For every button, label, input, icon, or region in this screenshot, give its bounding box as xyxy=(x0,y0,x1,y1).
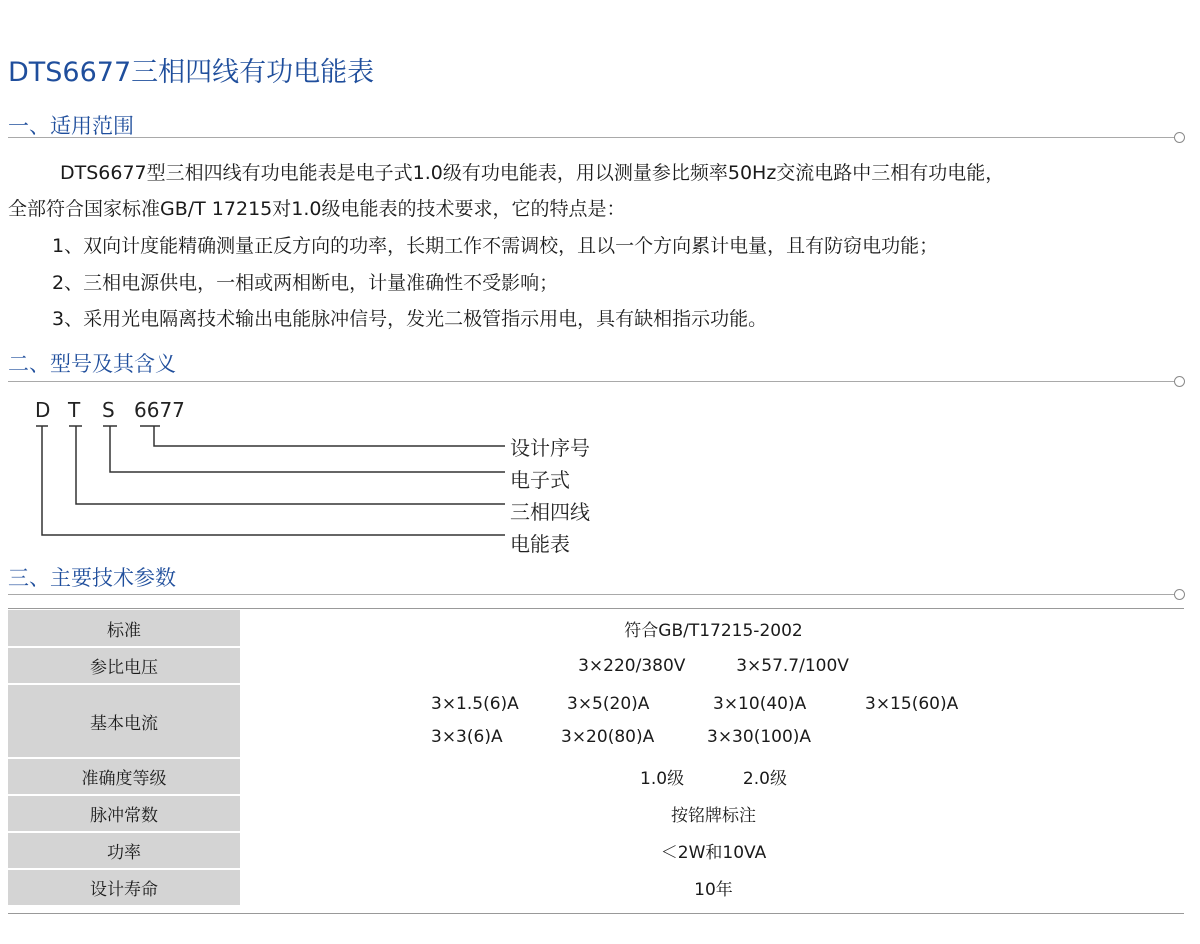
current-value: 3×15(60)A xyxy=(865,694,959,714)
model-letter-s: S xyxy=(102,398,115,422)
feature-item: 2、三相电源供电，一相或两相断电，计量准确性不受影响； xyxy=(52,272,559,294)
spec-value: 10年 xyxy=(242,869,1185,906)
spec-value: 符合GB/T17215-2002 xyxy=(242,610,1185,647)
spec-key: 脉冲常数 xyxy=(8,795,242,832)
spec-key: 参比电压 xyxy=(8,647,242,684)
table-row xyxy=(8,647,1184,684)
spec-key: 标准 xyxy=(8,610,242,647)
intro-line-1: DTS6677型三相四线有功电能表是电子式1.0级有功电能表，用以测量参比频率50Hz交流电路中三相有功电能， xyxy=(60,162,1005,184)
spec-key: 准确度等级 xyxy=(8,758,242,795)
feature-item: 3、采用光电隔离技术输出电能脉冲信号，发光二极管指示用电，具有缺相指示功能。 xyxy=(52,308,768,330)
current-value: 3×10(40)A xyxy=(713,694,807,714)
table-row xyxy=(8,610,1184,647)
voltage-value: 3×220/380V xyxy=(578,655,686,676)
model-letter-t: T xyxy=(68,398,81,422)
table-row xyxy=(8,869,1184,906)
current-value: 3×1.5(6)A xyxy=(431,694,519,714)
feature-item: 1、双向计度能精确测量正反方向的功率，长期工作不需调校，且以一个方向累计电量，且有防窃电功能； xyxy=(52,235,939,257)
table-row xyxy=(8,684,1184,758)
spec-value: ＜2W和10VA xyxy=(242,832,1185,869)
table-row xyxy=(8,832,1184,869)
voltage-value: 3×57.7/100V xyxy=(736,655,849,676)
current-value: 3×30(100)A xyxy=(707,727,812,747)
meaning-electronic: 电子式 xyxy=(510,468,570,492)
section-heading-specs: 三、主要技术参数 xyxy=(8,566,176,590)
table-row xyxy=(8,795,1184,832)
intro-line-2: 全部符合国家标准GB/T 17215对1.0级电能表的技术要求，它的特点是： xyxy=(8,198,626,220)
model-number: 6677 xyxy=(134,398,185,422)
section-divider xyxy=(8,594,1174,595)
spec-value xyxy=(242,647,1185,684)
spec-key: 设计寿命 xyxy=(8,869,242,906)
section-heading-scope: 一、适用范围 xyxy=(8,114,134,138)
meaning-design-serial: 设计序号 xyxy=(510,436,590,460)
table-row xyxy=(8,758,1184,795)
spec-value xyxy=(242,684,1185,758)
model-letter-d: D xyxy=(35,398,51,422)
section-heading-model: 二、型号及其含义 xyxy=(8,352,176,376)
current-value: 3×5(20)A xyxy=(567,694,650,714)
divider-end-circle xyxy=(1174,132,1185,143)
table-top-border xyxy=(8,608,1184,609)
divider-end-circle xyxy=(1174,376,1185,387)
meaning-three-phase: 三相四线 xyxy=(510,500,590,524)
spec-table xyxy=(8,610,1184,907)
accuracy-value: 1.0级 xyxy=(640,769,685,789)
meaning-meter: 电能表 xyxy=(510,532,570,556)
spec-value xyxy=(242,758,1185,795)
current-value: 3×20(80)A xyxy=(561,727,655,747)
accuracy-value: 2.0级 xyxy=(742,769,787,789)
model-bracket-lines xyxy=(0,0,520,560)
table-bottom-border xyxy=(8,913,1184,914)
divider-end-circle xyxy=(1174,589,1185,600)
spec-value: 按铭牌标注 xyxy=(242,795,1185,832)
page-title: DTS6677三相四线有功电能表 xyxy=(8,57,375,88)
spec-key: 功率 xyxy=(8,832,242,869)
spec-key: 基本电流 xyxy=(8,684,242,758)
current-value: 3×3(6)A xyxy=(431,727,503,747)
